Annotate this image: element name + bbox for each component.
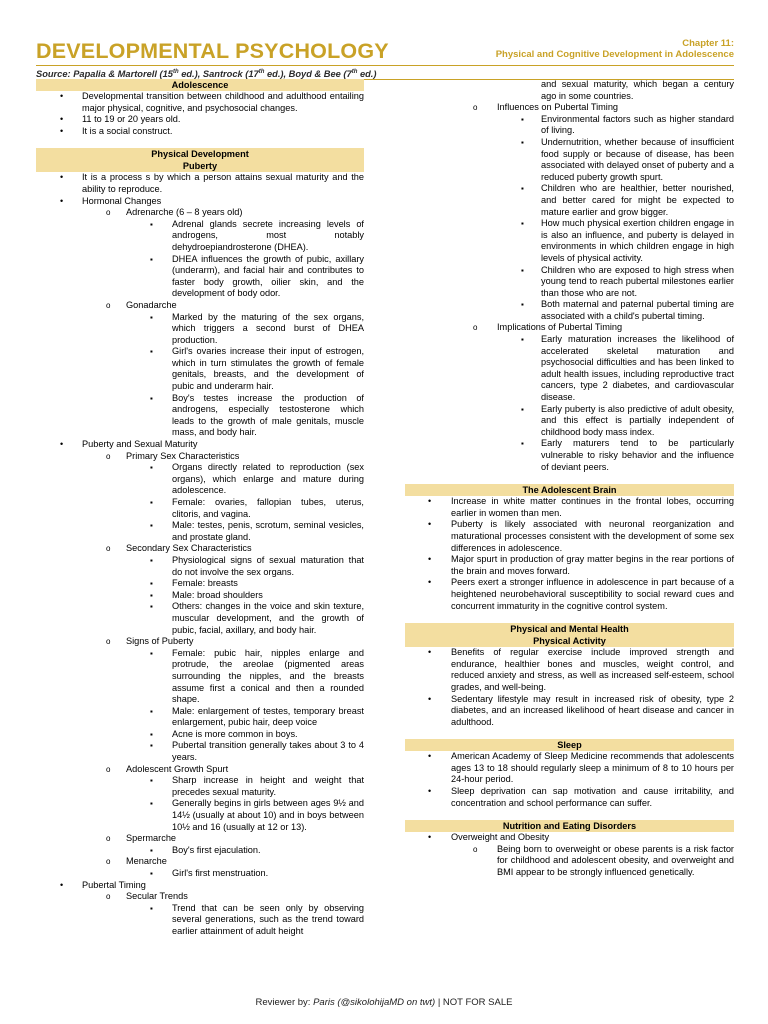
source-line <box>36 65 734 80</box>
list-item: ▪ Girl's first menstruation. <box>36 868 364 880</box>
list-item: ▪ DHEA influences the growth of pubic, axillary (underarm), and facial hair and contributes to faster body growth, oilier skin, and the development of body odor. <box>36 254 364 300</box>
list-item: ▪ Physiological signs of sexual maturation that do not involve the sex organs. <box>36 555 364 578</box>
list-item: o Influences on Pubertal Timing <box>405 102 734 114</box>
list-item: ▪ Generally begins in girls between ages 9½ and 14½ (usually at about 10) and in boys between 10½ and 16 (usually at 12 or 13). <box>36 798 364 833</box>
list-item: ▪ Male: testes, penis, scrotum, seminal vesicles, and prostate gland. <box>36 520 364 543</box>
list-item: • Pubertal Timing <box>36 880 364 892</box>
source-text: ed.), Boyd & Bee (7 <box>264 69 352 80</box>
list-item: ▪ Early puberty is also predictive of adult obesity, and this effect is partially independent of childhood body mass index. <box>405 404 734 439</box>
list-item: o Primary Sex Characteristics <box>36 451 364 463</box>
list-item: • Benefits of regular exercise include improved strength and endurance, healthier bones and muscles, weight control, and reduced anxiety and stress, as well as increased self-esteem, school grades, and well-being. <box>405 647 734 693</box>
document-title: DEVELOPMENTAL PSYCHOLOGY <box>36 39 389 63</box>
list-item: ▪ Male: enlargement of testes, temporary breast enlargement, pubic hair, deep voice <box>36 706 364 729</box>
source-text: Papalia & Martorell (15 <box>73 69 173 80</box>
sleep-list <box>405 751 734 809</box>
list-item: • Increase in white matter continues in the frontal lobes, occurring earlier in women than men. <box>405 496 734 519</box>
list-item: ▪ Early maturers tend to be particularly vulnerable to risky behavior and the influence of deviant peers. <box>405 438 734 473</box>
list-item: o Implications of Pubertal Timing <box>405 322 734 334</box>
list-item: • 11 to 19 or 20 years old. <box>36 114 364 126</box>
chapter-title: Physical and Cognitive Development in Adolescence <box>495 49 734 60</box>
subheading-puberty: Puberty <box>36 160 364 172</box>
section-heading-adolescent-brain: The Adolescent Brain <box>405 484 734 496</box>
list-item: o Secondary Sex Characteristics <box>36 543 364 555</box>
source-sup: th <box>351 69 358 75</box>
list-item: ▪ Acne is more common in boys. <box>36 729 364 741</box>
section-heading-health: Physical and Mental Health <box>405 623 734 635</box>
footer-suffix: | NOT FOR SALE <box>435 997 513 1008</box>
list-item: ▪ Children who are exposed to high stress when young tend to reach pubertal milestones earlier than those who are not. <box>405 265 734 300</box>
puberty-list <box>36 172 364 937</box>
source-label: Source: <box>36 69 71 80</box>
list-item: • It is a process s by which a person attains sexual maturity and the ability to reproduce. <box>36 172 364 195</box>
list-item: o Menarche <box>36 856 364 868</box>
subheading-physical-activity: Physical Activity <box>405 635 734 647</box>
list-item: o Adolescent Growth Spurt <box>36 764 364 776</box>
list-item: • Sleep deprivation can sap motivation and cause irritability, and concentration and school performance can suffer. <box>405 786 734 809</box>
section-heading-nutrition: Nutrition and Eating Disorders <box>405 820 734 832</box>
list-item: • Peers exert a stronger influence in adolescence in part because of a heightened neurobehavioral susceptibility to social reward cues and concurrent immaturity in the cognitive control system. <box>405 577 734 612</box>
list-item: • Puberty and Sexual Maturity <box>36 439 364 451</box>
list-item: • Hormonal Changes <box>36 196 364 208</box>
list-item: ▪ Organs directly related to reproduction (sex organs), which enlarge and mature during adolescence. <box>36 462 364 497</box>
footer-prefix: Reviewer by: <box>255 997 314 1008</box>
list-item: ▪ Boy's testes increase the production of androgens, especially testosterone which leads to the growth of male genitals, muscle mass, and body hair. <box>36 393 364 439</box>
list-item: ▪ Girl's ovaries increase their input of estrogen, which in turn stimulates the growth of female genitals, breasts, and the development of pubic and underarm hair. <box>36 346 364 392</box>
list-item: ▪ Environmental factors such as higher standard of living. <box>405 114 734 137</box>
list-item: ▪ Sharp increase in height and weight that precedes sexual maturity. <box>36 775 364 798</box>
list-item: o Spermarche <box>36 833 364 845</box>
pubertal-timing-list <box>405 102 734 473</box>
list-item: ▪ Female: breasts <box>36 578 364 590</box>
list-item: ▪ Early maturation increases the likelihood of accelerated skeletal maturation and psychosocial difficulties and has been linked to adult health issues, including reproductive tract cancers, type 2 diabetes, and cardiovascular disease. <box>405 334 734 404</box>
list-item-continuation: and sexual maturity, which began a century ago in some countries. <box>541 79 734 101</box>
section-heading-sleep: Sleep <box>405 739 734 751</box>
section-heading-physical-development: Physical Development <box>36 148 364 160</box>
list-item: ▪ Others: changes in the voice and skin texture, muscular development, and the growth of pubic, facial, axillary, and body hair. <box>36 601 364 636</box>
list-item: o Secular Trends <box>36 891 364 903</box>
list-item: ▪ Undernutrition, whether because of insufficient food supply or because of disease, has been associated with delayed onset of puberty and a reduced puberty growth spurt. <box>405 137 734 183</box>
list-item: o Being born to overweight or obese parents is a risk factor for childhood and adolescent obesity, and overweight and BMI appear to be strongly influenced genetically. <box>405 844 734 879</box>
page-footer <box>0 997 768 1008</box>
list-item: o Signs of Puberty <box>36 636 364 648</box>
source-text: ed.), Santrock (17 <box>178 69 259 80</box>
source-sup: th <box>172 69 179 75</box>
right-column <box>405 79 734 879</box>
list-item: • It is a social construct. <box>36 126 364 138</box>
list-item: o Adrenarche (6 – 8 years old) <box>36 207 364 219</box>
list-item: ▪ Female: pubic hair, nipples enlarge and protrude, the areolae (pigmented areas surrounding the nipples, and the breasts assume first a conical and then a rounded shape. <box>36 648 364 706</box>
list-item: ▪ Children who are healthier, better nourished, and better cared for might be expected to mature earlier and grow bigger. <box>405 183 734 218</box>
list-item: • Puberty is likely associated with neuronal reorganization and maturational processes consistent with the development of some sex differences in adolescence. <box>405 519 734 554</box>
list-item: ▪ Boy's first ejaculation. <box>36 845 364 857</box>
source-text: ed.) <box>357 69 377 80</box>
section-heading-adolescence: Adolescence <box>36 79 364 91</box>
list-item: • Developmental transition between childhood and adulthood entailing major physical, cognitive, and psychosocial changes. <box>36 91 364 114</box>
physical-activity-list <box>405 647 734 728</box>
list-item: • Sedentary lifestyle may result in increased risk of obesity, type 2 diabetes, and an increased likelihood of heart disease and cancer in adulthood. <box>405 694 734 729</box>
left-column <box>36 79 364 938</box>
list-item: ▪ Both maternal and paternal pubertal timing are associated with a child's pubertal timing. <box>405 299 734 322</box>
adolescence-list <box>36 91 364 137</box>
brain-list <box>405 496 734 612</box>
nutrition-list <box>405 832 734 878</box>
list-item: ▪ Pubertal transition generally takes about 3 to 4 years. <box>36 740 364 763</box>
chapter-heading <box>496 38 734 60</box>
list-item: • Major spurt in production of gray matter begins in the rear portions of the brain and moves forward. <box>405 554 734 577</box>
list-item: ▪ How much physical exertion children engage in is also an influence, and puberty is delayed in environments in which children engage in high levels of physical activity. <box>405 218 734 264</box>
list-item: ▪ Trend that can be seen only by observing several generations, such as the trend toward earlier attainment of adult height <box>36 903 364 938</box>
list-item: o Gonadarche <box>36 300 364 312</box>
source-sup: th <box>258 69 265 75</box>
list-item: ▪ Adrenal glands secrete increasing levels of androgens, most notably dehydroepiandrosterone (DHEA). <box>36 219 364 254</box>
list-item: • American Academy of Sleep Medicine recommends that adolescents ages 13 to 18 should regularly sleep a minimum of 8 to 10 hours per 24-hour period. <box>405 751 734 786</box>
footer-author: Paris (@sikolohijaMD on twt) <box>313 997 436 1008</box>
list-item: • Overweight and Obesity <box>405 832 734 844</box>
chapter-number: Chapter 11: <box>682 38 734 49</box>
list-item: ▪ Marked by the maturing of the sex organs, which triggers a second burst of DHEA production. <box>36 312 364 347</box>
list-item: ▪ Female: ovaries, fallopian tubes, uterus, clitoris, and vagina. <box>36 497 364 520</box>
list-item: ▪ Male: broad shoulders <box>36 590 364 602</box>
